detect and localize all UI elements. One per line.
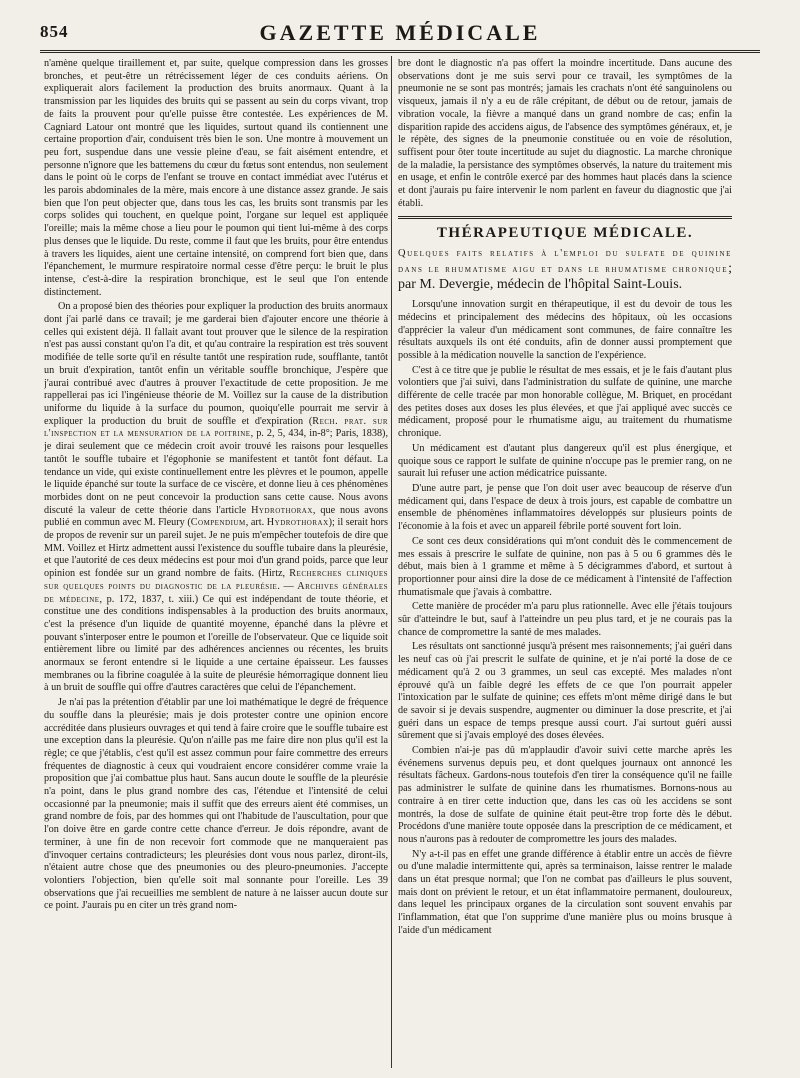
right-column — [398, 58, 732, 1070]
page-header — [40, 18, 760, 48]
paragraph: Ce sont ces deux considérations qui m'ont conduit dès le commencement de mes essais à prescrire le sulfate de quinine, non pas à 5 ou 6 grammes dès le début, mais bien à 1 gramme et même à 5 décigrammes d'abord, et surtout à proportionner pour ainsi dire la dose de ce médicament à l'intensité de l'affection rhumatismale que j'avais à combattre. — [398, 535, 732, 598]
left-column — [44, 58, 388, 1070]
article-author: ; par M. Devergie, médecin de l'hôpital Saint-Louis. — [398, 261, 732, 293]
citation: Rech. prat. sur l'inspection et la mensuration de la poitrine — [44, 415, 388, 440]
header-rule — [40, 50, 760, 53]
citation: Archives générales de médecine — [44, 580, 388, 605]
citation: Recherches cliniques sur quelques points du diagnostic de la pleurésie — [44, 568, 388, 592]
paragraph: D'une autre part, je pense que l'on doit user avec beaucoup de réserve d'un médicament qui, dans l'espace de deux à trois jours, est capable de combattre un ensemble de phénomènes inflammatoires développés sur plusieurs points de l'économie à la fois et avec un appareil fébrile porté souvent fort loin. — [398, 482, 732, 533]
paragraph: Je n'ai pas la prétention d'établir par une loi mathématique le degré de fréquence du souffle dans la pleurésie; mais je dois protester contre une opinion encore accréditée dans plusieurs ouvrages et qui tend à faire croire que le souffle tubaire est une exception dans la pleurésie. Qu'on n'aille pas me faire dire non plus qu'il est la règle; ce que j'établis, c'est qu'il est assez commun pour faire commettre des erreurs fréquentes de diagnostic à ceux qui voudraient encore considérer comme vraie la proposition que j'ai combattue plus haut. Sans aucun doute le souffle de la pleurésie n'a point, dans le plus grand nombre des cas, l'étendue et l'intensité de celui occasionné par la pneumonie; mais il suffit que des erreurs aient été commises, un grand nombre de fois, par des hommes qui ont l'habitude de l'auscultation, pour que l'on doive être en garde contre cette chance d'erreur. Je dois répondre, avant de terminer, à une fin de non recevoir fort commode que ne manqueraient pas d'invoquer certains contradicteurs; les pleurésies dont vous nous parlez, diront-ils, n'étaient autre chose que des pneumonies ou des pleuro-pneumonies. J'accepte volontiers l'objection, bien qu'elle soit mal sonnante pour l'oreille. Les 39 observations que j'ai recueillies me semblent de nature à ne laisser aucun doute sur ce point. J'aurais pu en citer un très grand nom- — [44, 697, 388, 912]
journal-title: GAZETTE MÉDICALE — [259, 20, 541, 45]
paragraph: Combien n'ai-je pas dû m'applaudir d'avoir suivi cette marche après les événemens survenus depuis peu, et dont quelques journaux ont annoncé les résultats fâcheux. Gardons-nous toutefois d'en tirer la conséquence qu'il ne faille pas administrer le sulfate de quinine dans les rhumatismes. Bornons-nous au contraire à en tirer cette induction que, dans les cas où les accidens se sont montrés, la dose de sulfate de quinine était peut-être trop forte dès le début. Procédons d'une manière toute opposée dans la prescription de ce médicament, et nous n'aurons pas à redouter de compromettre les jours des malades. — [398, 745, 732, 845]
paragraph: n'amène quelque tiraillement et, par suite, quelque compression dans les grosses bronches, et peut-être un rétrécissement léger de ces conduits aériens. On expliquerait alors facilement la production des bruits anormaux. Quant à la transmission par les liquides des bruits qui se passent au sein du corps vivant, trop de faits la prouvent pour qu'elle puisse être contestée. Les expériences de M. Cagniard Latour ont montré que les liquides, surtout quand ils contiennent une certaine proportion d'air, conduisent très bien le son. Une montre à mouvement un peu fort, suspendue dans une vessie pleine d'eau, se fait aisément entendre, et personne n'ignore que les battemens du cœur du fœtus sont entendus, non seulement dans le point où le corps de l'enfant se trouve en contact immédiat avec l'utérus et les parois abdominales de la mère, mais encore à une distance assez grande. Je sais bien que l'on peut objecter que, dans tous les cas, les bruits sont transmis par les corps solides qui touchent, en quelque point, l'organe sur lequel est appliquée l'oreille; mais la même chose a lieu pour le poumon qui tient lui-même à des corps plus denses que le liquide. Du reste, comme il faut que les bruits, pour être entendus à travers les liquides, aient une certaine intensité, on comprend fort bien que, dans l'épanchement, le murmure respiratoire normal cesse d'être perçu: le bruit le plus intense, c'est-à-dire la respiration bronchique, est le seul que l'on entende distinctement. — [44, 58, 388, 298]
paragraph: Les résultats ont sanctionné jusqu'à présent mes raisonnements; j'ai guéri dans les neuf cas où j'ai prescrit le sulfate de quinine, et je n'ai porté la dose de ce médicament qu'à 2 ou 3 grammes, un seul cas excepté. Mes malades n'ont éprouvé qu'à un faible degré les effets de ce que l'on pourrait appeler l'intoxication par le sulfate de quinine; ces effets m'ont même dirigé dans le but de savoir si je devais suspendre, augmenter ou diminuer la dose prescrite, et j'ai guéri dans un espace de temps presque aussi court. J'ai surtout guéri aussi sûrement que si j'avais employé des doses élevées. — [398, 641, 732, 742]
paragraph: Un médicament est d'autant plus dangereux qu'il est plus énergique, et quoique sous ce rapport le sulfate de quinine n'occupe pas le premier rang, on ne saurait lui refuser une action médicatrice puissante. — [398, 442, 732, 480]
paragraph: On a proposé bien des théories pour expliquer la production des bruits anormaux dont j'ai parlé dans ce travail; je me garderai bien d'ajouter encore une théorie à celles qui existent déjà. Il fallait avant tout prouver que le silence de la respiration n'est pas aussi constant qu'on l'a dit, et qu'au contraire la respiration est très souvent modifiée de telle sorte qu'il en résulte tantôt une respiration rude, soufflante, tantôt un bruit d'expiration, tantôt enfin un véritable souffle bronchique, J'espère que j'aurai contribué avec d'autres à prouver l'exactitude de cette proposition. Je me rappellerai pas ici l'ingénieuse théorie de M. Voillez sur la cause de la distribution uniforme du liquide à la surface du poumon, quoiqu'elle pourrait me servir à expliquer la production du bruit de souffle et d'expiration (Rech. prat. sur l'inspection et la mensuration de la poitrine, p. 2, 5, 434, in-8°; Paris, 1838), je dirai seulement que ce médecin croit avoir trouvé les raisons pour lesquelles tantôt le souffle tubaire et l'égophonie se manifestent et tantôt font défaut. La tendance un vide, qui existe continuellement entre les plèvres et le poumon, appelle le liquide épanché sur toute la surface de ce viscère, et donne lieu à ces phénomènes morbides dont on ne peut concevoir la production sans cette cause. Nous avons discuté la valeur de cette théorie dans l'article Hydrothorax, que nous avons publié en commun avec M. Fleury (Compendium, art. Hydrothorax); il serait hors de propos de revenir sur un pareil sujet. Je ne puis m'empêcher toutefois de dire que MM. Voillez et Hirtz admettent aussi l'existence du souffle tubaire dans la pleurésie, et que l'autorité de ces deux médecins est pour moi d'un grand poids, parce que leur opinion est fondée sur un grand nombre de faits. (Hirtz, Recherches cliniques sur quelques points du diagnostic de la pleurésie. — Archives générales de médecine, p. 172, 1837, t. xiii.) Ce qui est indépendant de toute théorie, et constitue une des conditions indispensables à la production des bruits anormaux, c'est la présence d'un liquide de quantité moyenne, épanché dans la plèvre et pouvant s'interposer entre le poumon et l'oreille de l'observateur. Que ce liquide soit entièrement libre ou limité par des adhérences anciennes ou récentes, les bruits anormaux se feront entendre si le liquide a une certaine épaisseur. Les fausses membranes ou la fibrine coagulée à la suite de pleurésie hémorragique donnent lieu à un bruit de souffle qui offre d'autres caractères que celui de l'épanchement. — [44, 301, 388, 694]
paragraph: Cette manière de procéder m'a paru plus rationnelle. Avec elle j'étais toujours sûr d'atteindre le but, sauf à l'atteindre un peu plus tard, et je ne courais pas la chance de compromettre la santé de mes malades. — [398, 601, 732, 638]
citation: Hydrothorax — [266, 517, 329, 529]
paragraph: bre dont le diagnostic n'a pas offert la moindre incertitude. Dans aucune des observations dont je me suis servi pour ce travail, les symptômes de la pneumonie ne se sont pas montrés; jamais les crachats n'ont été sanguinolens ou visqueux, jamais il n'y a eu de râle crépitant, de début ou de retour, jamais de vibration vocale, la fièvre a manqué dans un grand nombre de cas; enfin la disparition rapide des accidens aigus, de l'absence des symptômes généraux, et, je le répète, des signes de la pneumonie constituée ou en voie de résolution, suffisent pour ôter toute incertitude au sujet du diagnostic. La marche chronique de la maladie, la persistance des symptômes observés, la nature du traitement mis en usage, et enfin le contrôle exercé par des hommes haut placés dans la science et dont j'aurais pu faire intervenir le nom parlent en faveur du diagnostic que j'ai établi. — [398, 58, 732, 209]
paragraph: N'y a-t-il pas en effet une grande différence à établir entre un accès de fièvre ou d'une maladie intermittente qui, après sa terminaison, laisse rentrer le malade dans un état presque normal; que l'on ne combat pas d'ailleurs le plus souvent, mais dont on prévient le retour, et un état inflammatoire permanent, douloureux, dans lequel les principaux organes de la circulation sont souvent envahis par l'inflammation, état que l'on supprime d'une manière plus ou moins brusque à l'aide d'un médicament — [398, 848, 732, 936]
citation: Compendium — [190, 517, 246, 529]
article-title: Quelques faits relatifs à l'emploi du sulfate de quinine dans le rhumatisme aigu et dans le rhumatisme chronique — [398, 248, 732, 276]
column-divider — [391, 56, 392, 1068]
article-heading — [398, 246, 732, 293]
paragraph: C'est à ce titre que je publie le résultat de mes essais, et je le fais d'autant plus volontiers que j'ai suivi, dans l'administration du sulfate de quinine, une marche différente de celle tracée par mon honorable collègue, M. Briquet, en procédant des petites doses aux doses les plus élevées, et que j'ai appliqué avec succès ce médicament, proposé pour le rhumatisme aigu, au traitement du rhumatisme chronique. — [398, 364, 732, 440]
section-title: THÉRAPEUTIQUE MÉDICALE. — [436, 225, 694, 242]
section-rule — [398, 216, 732, 219]
page-number: 854 — [40, 22, 69, 41]
citation: Hydrothorax — [251, 504, 313, 516]
paragraph: Lorsqu'une innovation surgit en thérapeutique, il est du devoir de tous les médecins et principalement des médecins des hôpitaux, où les occasions d'apprécier la valeur d'un médicament sont communes, de faire connaître les résultats auxquels ils ont été conduits, afin de donner aussi promptement que possible à la médication nouvelle la sanction de l'expérience. — [398, 299, 732, 361]
